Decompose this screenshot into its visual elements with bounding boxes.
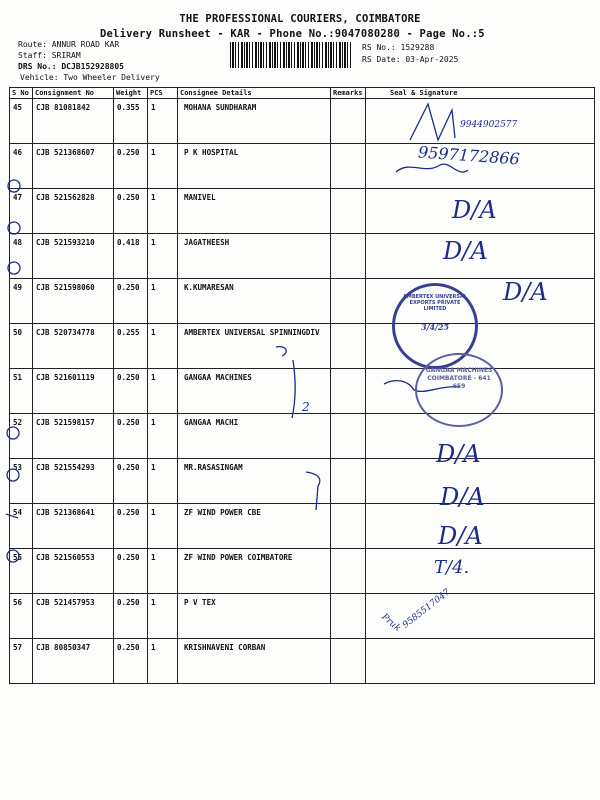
handwritten-da-49: D/A — [503, 278, 548, 306]
cell-pcs: 1 — [148, 459, 178, 504]
cell-pcs: 1 — [148, 594, 178, 639]
cell-consignment: CJB 521598060 — [33, 279, 114, 324]
cell-weight: 0.250 — [114, 504, 148, 549]
cell-consignee: K.KUMARESAN — [178, 279, 331, 324]
cell-pcs: 1 — [148, 639, 178, 684]
cell-pcs: 1 — [148, 189, 178, 234]
col-signature-header: Seal & Signature — [366, 88, 595, 99]
cell-sno: 52 — [10, 414, 33, 459]
handwritten-da-53: D/A — [436, 440, 481, 468]
cell-sno: 57 — [10, 639, 33, 684]
handwritten-tick-56: T/4. — [434, 557, 470, 578]
cell-sno: 49 — [10, 279, 33, 324]
document-subtitle: Delivery Runsheet - KAR - Phone No.:9047080280 - Page No.:5 — [100, 28, 485, 40]
cell-weight: 0.250 — [114, 639, 148, 684]
cell-weight: 0.355 — [114, 99, 148, 144]
handwritten-mark-2: 2 — [302, 400, 310, 414]
handwritten-name: Pruk — [379, 612, 403, 634]
cell-weight: 0.255 — [114, 324, 148, 369]
col-pcs-header: PCS — [148, 88, 178, 99]
cell-pcs: 1 — [148, 324, 178, 369]
sno-circle-mark — [8, 222, 20, 234]
bracket-mark — [306, 472, 320, 510]
cell-consignee: GANGAA MACHI — [178, 414, 331, 459]
vehicle-line: Vehicle: Two Wheeler Delivery — [20, 73, 160, 82]
sno-circle-mark — [8, 180, 20, 192]
cell-sno: 47 — [10, 189, 33, 234]
ambertex-stamp-date: 3/4/25 — [421, 322, 450, 332]
cell-sno: 55 — [10, 549, 33, 594]
cell-consignee: AMBERTEX UNIVERSAL SPINNINGDIV — [178, 324, 331, 369]
sno-circle-mark — [8, 262, 20, 274]
cell-pcs: 1 — [148, 144, 178, 189]
handwritten-da-54: D/A — [440, 483, 485, 511]
col-consignee-header: Consignee Details — [178, 88, 331, 99]
cell-consignment: CJB 521368607 — [33, 144, 114, 189]
cell-pcs: 1 — [148, 369, 178, 414]
gangaa-stamp — [415, 353, 503, 427]
cell-weight: 0.250 — [114, 369, 148, 414]
route-line: Route: ANNUR ROAD KAR — [18, 40, 120, 49]
cell-consignment: CJB 81081842 — [33, 99, 114, 144]
cell-pcs: 1 — [148, 549, 178, 594]
signature-stroke — [410, 104, 455, 140]
cell-sno: 54 — [10, 504, 33, 549]
cell-weight: 0.418 — [114, 234, 148, 279]
cell-consignee: P V TEX — [178, 594, 331, 639]
cell-pcs: 1 — [148, 279, 178, 324]
sno-tick-mark — [6, 514, 18, 518]
rs-date-line: RS Date: 03-Apr-2025 — [362, 55, 459, 64]
col-consignment-header: Consignment No — [33, 88, 114, 99]
cell-weight: 0.250 — [114, 189, 148, 234]
col-sno-header: S No — [10, 88, 33, 99]
rs-no-line: RS No.: 1529288 — [362, 43, 435, 52]
cell-sno: 51 — [10, 369, 33, 414]
handwritten-da-55: D/A — [438, 522, 483, 550]
col-weight-header: Weight — [114, 88, 148, 99]
cell-sno: 45 — [10, 99, 33, 144]
handwritten-da-47: D/A — [452, 196, 497, 224]
handwritten-phone-3: 9585517047 — [400, 587, 453, 631]
cell-consignment: CJB 521593210 — [33, 234, 114, 279]
bracket-mark — [276, 347, 286, 356]
bracket-mark — [292, 360, 295, 418]
cell-sno: 50 — [10, 324, 33, 369]
signature-stroke — [396, 164, 468, 172]
cell-pcs: 1 — [148, 414, 178, 459]
cell-consignee: JAGATHEESH — [178, 234, 331, 279]
cell-consignee: MANIVEL — [178, 189, 331, 234]
cell-weight: 0.250 — [114, 549, 148, 594]
cell-consignment: CJB 521601119 — [33, 369, 114, 414]
cell-consignee: ZF WIND POWER CBE — [178, 504, 331, 549]
cell-consignment: CJB 521562828 — [33, 189, 114, 234]
gangaa-stamp-text: GANGAA MACHINES COIMBATORE - 641 659 — [425, 367, 493, 390]
cell-consignee: GANGAA MACHINES — [178, 369, 331, 414]
cell-consignee: MOHANA SUNDHARAM — [178, 99, 331, 144]
cell-consignee: P K HOSPITAL — [178, 144, 331, 189]
cell-weight: 0.250 — [114, 459, 148, 504]
ambertex-stamp-text: AMBERTEX UNIVERSAL EXPORTS PRIVATE LIMITED — [402, 294, 468, 312]
cell-consignee: MR.RASASINGAM — [178, 459, 331, 504]
cell-pcs: 1 — [148, 504, 178, 549]
cell-consignment: CJB 521368641 — [33, 504, 114, 549]
cell-consignee: ZF WIND POWER COIMBATORE — [178, 549, 331, 594]
cell-consignment: CJB 521560553 — [33, 549, 114, 594]
cell-weight: 0.250 — [114, 279, 148, 324]
cell-sno: 46 — [10, 144, 33, 189]
handwritten-phone-2: 9597172866 — [417, 142, 521, 169]
cell-weight: 0.250 — [114, 594, 148, 639]
cell-sno: 56 — [10, 594, 33, 639]
drs-line: DRS No.: DCJB152928805 — [18, 62, 124, 71]
cell-sno: 53 — [10, 459, 33, 504]
sno-circle-mark — [7, 469, 19, 481]
cell-consignment: CJB 80850347 — [33, 639, 114, 684]
cell-consignment: CJB 521598157 — [33, 414, 114, 459]
cell-sno: 48 — [10, 234, 33, 279]
col-remarks-header: Remarks — [331, 88, 366, 99]
sno-circle-mark — [7, 550, 19, 562]
sno-circle-mark — [7, 427, 19, 439]
cell-consignment: CJB 521457953 — [33, 594, 114, 639]
staff-line: Staff: SRIRAM — [18, 51, 81, 60]
cell-pcs: 1 — [148, 99, 178, 144]
cell-consignment: CJB 520734778 — [33, 324, 114, 369]
cell-weight: 0.250 — [114, 144, 148, 189]
handwritten-da-48: D/A — [443, 237, 488, 265]
cell-weight: 0.250 — [114, 414, 148, 459]
cell-consignee: KRISHNAVENI CORBAN — [178, 639, 331, 684]
cell-consignment: CJB 521554293 — [33, 459, 114, 504]
cell-pcs: 1 — [148, 234, 178, 279]
document-title: THE PROFESSIONAL COURIERS, COIMBATORE — [179, 13, 421, 25]
handwritten-phone-1: 9944902577 — [460, 120, 518, 130]
